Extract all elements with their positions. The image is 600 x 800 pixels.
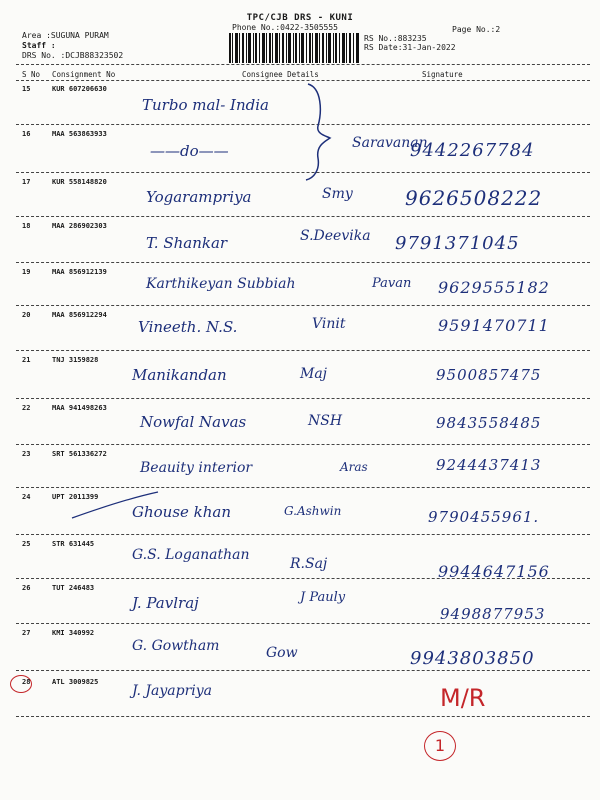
consignee-name: Nowfal Navas bbox=[140, 413, 247, 431]
staff-label: Staff : bbox=[22, 41, 56, 50]
consignee-name: Manikandan bbox=[132, 366, 227, 384]
signature: Saravanan bbox=[352, 135, 428, 151]
rs-number: RS No.:883235 bbox=[364, 34, 427, 43]
signature: Vinit bbox=[312, 316, 346, 332]
divider bbox=[16, 716, 590, 717]
divider bbox=[16, 398, 590, 399]
page-title: TPC/CJB DRS - KUNI bbox=[246, 13, 354, 23]
consignment-number: ATL 3009825 bbox=[52, 678, 99, 686]
phone-number: 9591470711 bbox=[438, 316, 550, 335]
signature: Aras bbox=[340, 460, 368, 474]
drs-number: DRS No. :DCJB88323502 bbox=[22, 51, 124, 60]
consignee-name: ——do—— bbox=[150, 142, 229, 160]
signature: S.Deevika bbox=[300, 228, 371, 244]
consignment-number: MAA 941498263 bbox=[52, 404, 107, 412]
consignment-number: MAA 286902303 bbox=[52, 222, 107, 230]
consignment-number: MAA 856912294 bbox=[52, 311, 107, 319]
divider bbox=[16, 262, 590, 263]
row-number: 22 bbox=[22, 404, 31, 412]
row-number: 21 bbox=[22, 356, 31, 364]
column-header-consignment: Consignment No bbox=[52, 70, 116, 79]
phone-number: 9244437413 bbox=[436, 456, 542, 474]
signature: NSH bbox=[308, 413, 343, 429]
consignee-name: Yogarampriya bbox=[146, 188, 252, 206]
consignment-number: KUR 607206630 bbox=[52, 85, 107, 93]
phone-number: 9626508222 bbox=[405, 186, 543, 210]
consignee-name: G. Gowtham bbox=[132, 638, 220, 654]
consignee-name: Turbo mal- India bbox=[142, 96, 269, 114]
consignee-name: Beauity interior bbox=[140, 460, 253, 476]
consignee-name: G.S. Loganathan bbox=[132, 547, 250, 563]
row-number: 28 bbox=[22, 678, 31, 686]
row-number: 15 bbox=[22, 85, 31, 93]
divider bbox=[16, 64, 590, 65]
row-number: 26 bbox=[22, 584, 31, 592]
page-number: Page No.:2 bbox=[452, 25, 501, 34]
signature: J Pauly bbox=[300, 590, 346, 605]
divider bbox=[16, 670, 590, 671]
phone-number: 9442267784 bbox=[410, 140, 535, 161]
row-number: 16 bbox=[22, 130, 31, 138]
signature: Smy bbox=[322, 186, 353, 202]
brace-mark bbox=[300, 82, 340, 182]
consignee-name: Ghouse khan bbox=[132, 503, 232, 521]
row-number: 27 bbox=[22, 629, 31, 637]
consignee-name: J. Pavlraj bbox=[132, 594, 199, 612]
phone-number: 9944647156 bbox=[438, 562, 550, 581]
row-number: 23 bbox=[22, 450, 31, 458]
row-number: 19 bbox=[22, 268, 31, 276]
circled-number: 1 bbox=[424, 731, 456, 761]
column-header-signature: Signature bbox=[422, 70, 463, 79]
header-phone: Phone No.:0422-3505555 bbox=[232, 23, 338, 32]
divider bbox=[16, 487, 590, 488]
consignee-name: T. Shankar bbox=[146, 234, 228, 252]
phone-number: 9629555182 bbox=[438, 278, 550, 297]
phone-number: 9943803850 bbox=[410, 648, 535, 669]
column-header-sno: S No bbox=[22, 70, 41, 79]
consignment-number: TUT 246483 bbox=[52, 584, 95, 592]
consignment-number: SRT 561336272 bbox=[52, 450, 107, 458]
divider bbox=[16, 305, 590, 306]
consignment-number: TNJ 3159828 bbox=[52, 356, 99, 364]
consignee-name: Vineeth. N.S. bbox=[138, 318, 238, 336]
column-header-consignee: Consignee Details bbox=[242, 70, 319, 79]
consignment-number: MAA 563863933 bbox=[52, 130, 107, 138]
consignment-number: UPT 2011399 bbox=[52, 493, 99, 501]
row-number: 17 bbox=[22, 178, 31, 186]
signature: Pavan bbox=[372, 276, 412, 291]
divider bbox=[16, 578, 590, 579]
area-label: Area :SUGUNA PURAM bbox=[22, 31, 109, 40]
phone-number: 9790455961. bbox=[428, 508, 540, 526]
divider bbox=[16, 80, 590, 81]
consignment-number: KMI 340992 bbox=[52, 629, 95, 637]
row-number: 24 bbox=[22, 493, 31, 501]
row-number: 20 bbox=[22, 311, 31, 319]
divider bbox=[16, 444, 590, 445]
consignee-name: J. Jayapriya bbox=[132, 683, 213, 699]
barcode-image bbox=[229, 33, 359, 63]
phone-number: 9500857475 bbox=[436, 366, 542, 384]
pen-stroke-mark bbox=[70, 490, 160, 520]
divider bbox=[16, 534, 590, 535]
divider bbox=[16, 172, 590, 173]
phone-number: 9843558485 bbox=[436, 414, 542, 432]
signature: Maj bbox=[300, 366, 328, 382]
signature: Gow bbox=[266, 645, 298, 661]
signature: G.Ashwin bbox=[284, 504, 342, 518]
consignment-number: MAA 856912139 bbox=[52, 268, 107, 276]
phone-number: 9498877953 bbox=[440, 605, 546, 623]
phone-number: 9791371045 bbox=[395, 233, 520, 254]
divider bbox=[16, 623, 590, 624]
divider bbox=[16, 216, 590, 217]
mr-annotation: M/R bbox=[440, 684, 486, 712]
rs-date: RS Date:31-Jan-2022 bbox=[364, 43, 456, 52]
consignee-name: Karthikeyan Subbiah bbox=[146, 276, 296, 292]
consignment-number: KUR 558148820 bbox=[52, 178, 107, 186]
divider bbox=[16, 350, 590, 351]
consignment-number: STR 631445 bbox=[52, 540, 95, 548]
row-number: 25 bbox=[22, 540, 31, 548]
signature: R.Saj bbox=[290, 556, 328, 572]
row-number: 18 bbox=[22, 222, 31, 230]
